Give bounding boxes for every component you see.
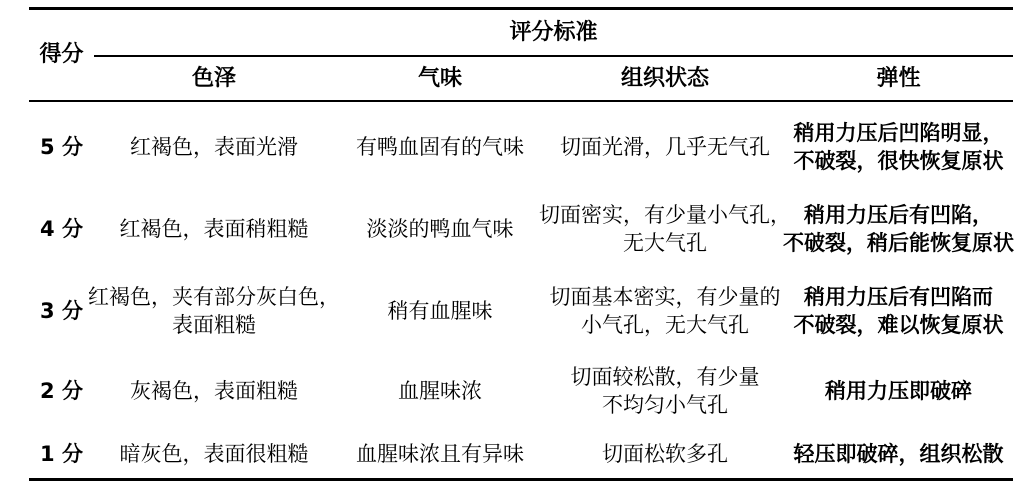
color-cell-2: 灰褐色，表面粗糙 [130,379,298,403]
texture-cell-5: 切面光滑，几乎无气孔 [560,135,770,159]
texture-cell-4: 切面密实，有少量小气孔， 无大气孔 [539,203,791,255]
column-header-odor: 气味 [417,65,462,91]
header-bottom-rule [29,100,1013,102]
odor-cell-1: 血腥味浓且有异味 [356,442,524,466]
score-cell-4: 4 分 [40,217,83,241]
color-cell-3: 红褐色，夹有部分灰白色， 表面粗糙 [88,285,340,337]
elasticity-cell-1: 轻压即破碎，组织松散 [793,442,1004,466]
texture-cell-1: 切面松软多孔 [602,442,728,466]
elasticity-cell-3: 稍用力压后有凹陷而 不破裂，难以恢复原状 [793,285,1004,337]
score-cell-2: 2 分 [40,379,83,403]
elasticity-cell-5: 稍用力压后凹陷明显， 不破裂，很快恢复原状 [793,121,1004,173]
criteria-group-header: 评分标准 [509,19,598,45]
score-cell-3: 3 分 [40,299,83,323]
score-cell-1: 1 分 [40,442,83,466]
odor-cell-4: 淡淡的鸭血气味 [366,217,514,241]
color-cell-1: 暗灰色，表面很粗糙 [119,442,309,466]
color-cell-4: 红褐色，表面稍粗糙 [119,217,309,241]
odor-cell-5: 有鸭血固有的气味 [356,135,524,159]
column-header-color: 色泽 [191,65,236,91]
elasticity-cell-2: 稍用力压即破碎 [825,379,972,403]
odor-cell-2: 血腥味浓 [398,379,482,403]
score-header: 得分 [39,42,84,67]
elasticity-cell-4: 稍用力压后有凹陷， 不破裂，稍后能恢复原状 [783,203,1014,255]
texture-cell-3: 切面基本密实，有少量的 小气孔，无大气孔 [549,285,781,337]
odor-cell-3: 稍有血腥味 [387,299,493,323]
color-cell-5: 红褐色，表面光滑 [130,135,298,159]
score-cell-5: 5 分 [40,135,83,159]
column-header-texture: 组织状态 [620,65,709,91]
bottom-rule [29,478,1013,481]
column-header-elasticity: 弹性 [876,65,921,91]
texture-cell-2: 切面较松散，有少量 不均匀小气孔 [570,365,760,417]
